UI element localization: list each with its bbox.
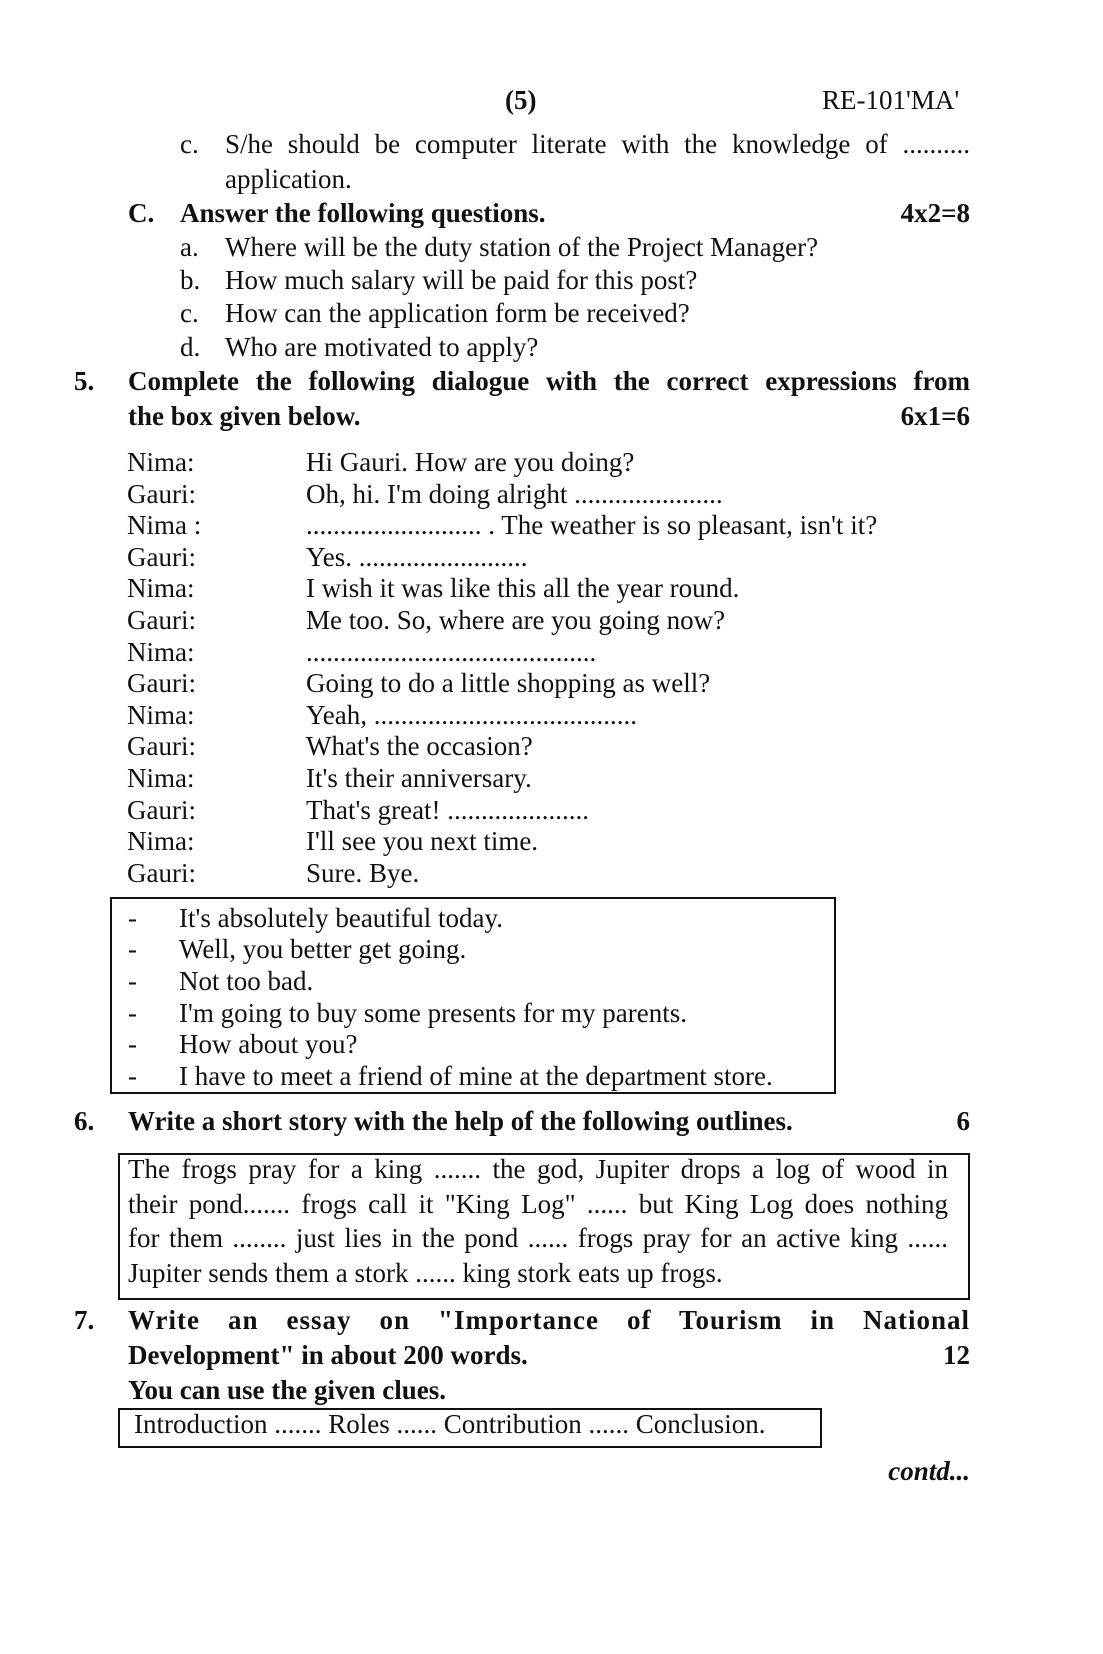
option-dash: - bbox=[128, 1029, 137, 1059]
option-text: It's absolutely beautiful today. bbox=[179, 903, 504, 933]
dialogue-line: What's the occasion? bbox=[306, 731, 533, 761]
question-letter: b. bbox=[180, 265, 201, 295]
dialogue-speaker: Gauri: bbox=[127, 668, 196, 698]
dialogue-speaker: Nima: bbox=[127, 700, 195, 730]
dialogue-line: Yes. ......................... bbox=[306, 542, 528, 572]
dialogue-line: Oh, hi. I'm doing alright ...................... bbox=[306, 479, 723, 509]
dialogue-speaker: Nima: bbox=[127, 637, 195, 667]
question-marks: 12 bbox=[943, 1340, 970, 1370]
outline-line: Jupiter sends them a stork ...... king stork eats up frogs. bbox=[128, 1258, 723, 1288]
question-number: 6. bbox=[74, 1106, 95, 1136]
section-marks: 4x2=8 bbox=[900, 198, 970, 228]
question-letter: d. bbox=[180, 332, 201, 362]
section-letter: C. bbox=[128, 198, 155, 228]
exam-code: RE-101'MA' bbox=[822, 85, 960, 115]
outline-line: for them ........ just lies in the pond ...... frogs pray for an active king ...... bbox=[128, 1223, 948, 1253]
question-text: Where will be the duty station of the Project Manager? bbox=[225, 232, 819, 262]
dialogue-speaker: Gauri: bbox=[127, 858, 196, 888]
option-text: How about you? bbox=[179, 1029, 358, 1059]
item-letter: c. bbox=[180, 129, 199, 159]
contd-label: contd... bbox=[888, 1456, 970, 1486]
question-letter: a. bbox=[180, 232, 199, 262]
dialogue-speaker: Gauri: bbox=[127, 605, 196, 635]
dialogue-line: ........................................... bbox=[306, 637, 597, 667]
dialogue-speaker: Gauri: bbox=[127, 795, 196, 825]
dialogue-line: Me too. So, where are you going now? bbox=[306, 605, 726, 635]
question-prompt: Complete the following dialogue with the correct expressions from bbox=[128, 366, 970, 396]
question-number: 7. bbox=[74, 1305, 95, 1335]
dialogue-line: I'll see you next time. bbox=[306, 826, 539, 856]
option-dash: - bbox=[128, 966, 137, 996]
question-text: How much salary will be paid for this post? bbox=[225, 265, 698, 295]
question-text: Who are motivated to apply? bbox=[225, 332, 539, 362]
dialogue-speaker: Nima: bbox=[127, 763, 195, 793]
question-marks: 6 bbox=[956, 1106, 970, 1136]
option-text: I'm going to buy some presents for my parents. bbox=[179, 998, 688, 1028]
dialogue-line: Yeah, ....................................... bbox=[306, 700, 638, 730]
dialogue-speaker: Nima: bbox=[127, 826, 195, 856]
dialogue-line: .......................... . The weather is so pleasant, isn't it? bbox=[306, 510, 878, 540]
option-dash: - bbox=[128, 1061, 137, 1091]
outline-line: The frogs pray for a king ....... the god, Jupiter drops a log of wood in bbox=[128, 1154, 948, 1184]
option-dash: - bbox=[128, 934, 137, 964]
option-text: Well, you better get going. bbox=[179, 934, 467, 964]
page-number: (5) bbox=[505, 85, 537, 115]
outline-line: their pond....... frogs call it "King Log" ...... but King Log does nothing bbox=[128, 1189, 948, 1219]
dialogue-speaker: Nima : bbox=[127, 510, 202, 540]
section-title: Answer the following questions. bbox=[180, 198, 546, 228]
dialogue-line: That's great! ..................... bbox=[306, 795, 590, 825]
option-text: Not too bad. bbox=[179, 966, 314, 996]
option-dash: - bbox=[128, 998, 137, 1028]
dialogue-line: I wish it was like this all the year round. bbox=[306, 573, 740, 603]
question-number: 5. bbox=[74, 366, 95, 396]
question-prompt: Write an essay on "Importance of Tourism in National bbox=[128, 1305, 970, 1335]
dialogue-speaker: Gauri: bbox=[127, 731, 196, 761]
question-letter: c. bbox=[180, 298, 199, 328]
item-text: S/he should be computer literate with the knowledge of .......... bbox=[225, 129, 970, 159]
essay-clues: Introduction ....... Roles ...... Contribution ...... Conclusion. bbox=[134, 1409, 766, 1439]
dialogue-line: Sure. Bye. bbox=[306, 858, 420, 888]
dialogue-speaker: Nima: bbox=[127, 447, 195, 477]
question-marks: 6x1=6 bbox=[900, 401, 970, 431]
question-prompt-continuation: the box given below. bbox=[128, 401, 361, 431]
dialogue-speaker: Nima: bbox=[127, 573, 195, 603]
question-instruction: You can use the given clues. bbox=[128, 1375, 447, 1405]
option-dash: - bbox=[128, 903, 137, 933]
question-prompt: Write a short story with the help of the following outlines. bbox=[128, 1106, 793, 1136]
question-prompt-continuation: Development" in about 200 words. bbox=[128, 1340, 528, 1370]
dialogue-line: Going to do a little shopping as well? bbox=[306, 668, 711, 698]
dialogue-line: Hi Gauri. How are you doing? bbox=[306, 447, 635, 477]
dialogue-speaker: Gauri: bbox=[127, 542, 196, 572]
option-text: I have to meet a friend of mine at the department store. bbox=[179, 1061, 773, 1091]
dialogue-line: It's their anniversary. bbox=[306, 763, 532, 793]
question-text: How can the application form be received? bbox=[225, 298, 690, 328]
item-text-continuation: application. bbox=[225, 164, 352, 194]
dialogue-speaker: Gauri: bbox=[127, 479, 196, 509]
